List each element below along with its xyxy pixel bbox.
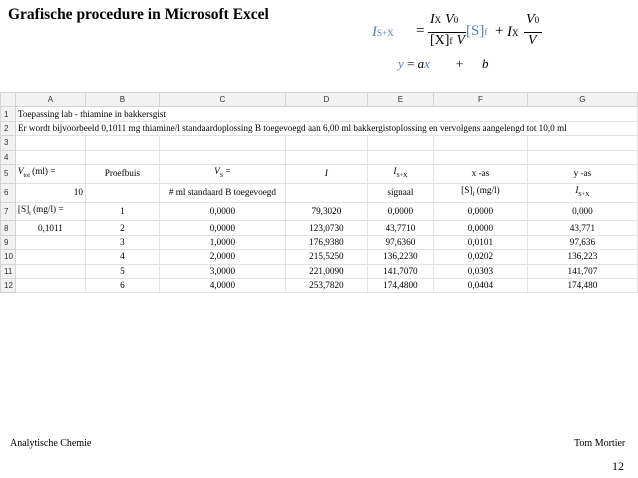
cell-c8[interactable]: 0,0000 xyxy=(159,221,285,235)
cell-a5[interactable]: $V_{tot}$ (ml) = xyxy=(15,164,85,183)
formula-lhs: IS+X xyxy=(372,24,394,40)
cell-f6[interactable]: $[S]_f$ (mg/l) xyxy=(433,183,527,202)
formula-linear-b: b xyxy=(482,56,489,71)
footer-author: Tom Mortier xyxy=(574,438,626,449)
slide-title: Grafische procedure in Microsoft Excel xyxy=(8,6,269,23)
cell-g12[interactable]: 174,480 xyxy=(527,279,637,293)
cell-b4[interactable] xyxy=(85,150,159,164)
cell-c12[interactable]: 4,0000 xyxy=(159,279,285,293)
table-row xyxy=(1,221,638,235)
cell-a8[interactable]: 0,1011 xyxy=(15,221,85,235)
formula-denominator-2: V xyxy=(528,33,537,48)
cell-a11[interactable] xyxy=(15,264,85,278)
footer-course: Analytische Chemie xyxy=(10,438,92,449)
cell-e11[interactable]: 141,7070 xyxy=(367,264,433,278)
formula-linear-y-ax: y = ax xyxy=(398,56,430,71)
cell-a10[interactable] xyxy=(15,250,85,264)
cell-f8[interactable]: 0,0000 xyxy=(433,221,527,235)
cell-f5[interactable]: x -as xyxy=(433,164,527,183)
formula-denominator-1: [X]f V xyxy=(430,33,465,48)
cell-f3[interactable] xyxy=(433,136,527,150)
cell-c3[interactable] xyxy=(159,136,285,150)
cell-a7[interactable]: $[S]_i$ (mg/l) = xyxy=(15,202,85,221)
cell-d4[interactable] xyxy=(285,150,367,164)
column-header-g[interactable]: G xyxy=(527,93,637,107)
cell-f9[interactable]: 0,0101 xyxy=(433,235,527,249)
cell-d6[interactable] xyxy=(285,183,367,202)
table-row xyxy=(1,150,638,164)
row-header-5[interactable]: 5 xyxy=(1,164,16,183)
cell-d8[interactable]: 123,0730 xyxy=(285,221,367,235)
cell-b7[interactable]: 1 xyxy=(85,202,159,221)
cell-d5[interactable]: I xyxy=(285,164,367,183)
cell-e9[interactable]: 97,6360 xyxy=(367,235,433,249)
cell-b3[interactable] xyxy=(85,136,159,150)
cell-g3[interactable] xyxy=(527,136,637,150)
cell-e4[interactable] xyxy=(367,150,433,164)
cell-c9[interactable]: 1,0000 xyxy=(159,235,285,249)
table-row xyxy=(1,250,638,264)
formula-plus: + xyxy=(495,23,504,39)
row-header-12[interactable]: 12 xyxy=(1,279,16,293)
cell-e10[interactable]: 136,2230 xyxy=(367,250,433,264)
cell-c10[interactable]: 2,0000 xyxy=(159,250,285,264)
cell-a4[interactable] xyxy=(15,150,85,164)
cell-a3[interactable] xyxy=(15,136,85,150)
cell-b11[interactable]: 5 xyxy=(85,264,159,278)
formula-s-final: [S]f xyxy=(466,23,488,39)
formula-numerator-1: IX V0 xyxy=(430,12,459,27)
cell-g10[interactable]: 136,223 xyxy=(527,250,637,264)
cell-c5[interactable]: $V_S$ = xyxy=(159,164,285,183)
cell-f4[interactable] xyxy=(433,150,527,164)
cell-d11[interactable]: 221,0090 xyxy=(285,264,367,278)
cell-e6[interactable]: signaal xyxy=(367,183,433,202)
table-row xyxy=(1,121,638,135)
cell-b5[interactable]: Proefbuis xyxy=(85,164,159,183)
formula-linear-plus: + xyxy=(456,56,464,71)
cell-e5[interactable]: $I_{S+X}$ xyxy=(367,164,433,183)
cell-e12[interactable]: 174,4800 xyxy=(367,279,433,293)
cell-d10[interactable]: 215,5250 xyxy=(285,250,367,264)
row-header-3[interactable]: 3 xyxy=(1,136,16,150)
column-header-e[interactable]: E xyxy=(367,93,433,107)
page-number: 12 xyxy=(612,459,624,473)
cell-f12[interactable]: 0,0404 xyxy=(433,279,527,293)
formula-term-2: IX xyxy=(507,24,519,40)
cell-c11[interactable]: 3,0000 xyxy=(159,264,285,278)
table-row xyxy=(1,264,638,278)
cell-d3[interactable] xyxy=(285,136,367,150)
row-header-6[interactable]: 6 xyxy=(1,183,16,202)
cell-b12[interactable]: 6 xyxy=(85,279,159,293)
row-header-8[interactable]: 8 xyxy=(1,221,16,235)
cell-a2[interactable]: Er wordt bijvoorbeeld 0,1011 mg thiamine/l standaardoplossing B toegevoegd aan 6,00 ml bakkergistoplossing en vervolgens aangelengd tot 10,0 ml xyxy=(15,121,637,135)
row-header-1[interactable]: 1 xyxy=(1,107,16,121)
column-header-row xyxy=(1,93,638,107)
cell-b8[interactable]: 2 xyxy=(85,221,159,235)
table-row xyxy=(1,235,638,249)
cell-c6[interactable]: # ml standaard B toegevoegd xyxy=(159,183,285,202)
table-row xyxy=(1,202,638,221)
cell-f10[interactable]: 0,0202 xyxy=(433,250,527,264)
column-header-d[interactable]: D xyxy=(285,93,367,107)
cell-a6[interactable]: 10 xyxy=(15,183,85,202)
cell-e7[interactable]: 0,0000 xyxy=(367,202,433,221)
cell-g9[interactable]: 97,636 xyxy=(527,235,637,249)
cell-g11[interactable]: 141,707 xyxy=(527,264,637,278)
cell-g7[interactable]: 0,000 xyxy=(527,202,637,221)
cell-g4[interactable] xyxy=(527,150,637,164)
row-header-10[interactable]: 10 xyxy=(1,250,16,264)
table-row xyxy=(1,183,638,202)
spreadsheet-table xyxy=(0,92,638,293)
cell-a1[interactable]: Toepassing lab - thiamine in bakkersgist xyxy=(15,107,637,121)
cell-d7[interactable]: 79,3020 xyxy=(285,202,367,221)
cell-b10[interactable]: 4 xyxy=(85,250,159,264)
table-row xyxy=(1,107,638,121)
cell-a9[interactable] xyxy=(15,235,85,249)
formula-numerator-2: V0 xyxy=(526,12,540,27)
formula-equals: = xyxy=(416,23,425,39)
cell-f11[interactable]: 0,0303 xyxy=(433,264,527,278)
cell-b9[interactable]: 3 xyxy=(85,235,159,249)
cell-g8[interactable]: 43,771 xyxy=(527,221,637,235)
excel-sheet xyxy=(0,92,638,293)
cell-a12[interactable] xyxy=(15,279,85,293)
select-all-corner[interactable] xyxy=(1,93,16,107)
cell-c4[interactable] xyxy=(159,150,285,164)
standard-addition-formula xyxy=(360,8,580,80)
table-row xyxy=(1,136,638,150)
cell-g6[interactable]: $I_{S+X}$ xyxy=(527,183,637,202)
cell-e8[interactable]: 43,7710 xyxy=(367,221,433,235)
column-header-c[interactable]: C xyxy=(159,93,285,107)
row-header-7[interactable]: 7 xyxy=(1,202,16,221)
cell-c7[interactable]: 0,0000 xyxy=(159,202,285,221)
table-row xyxy=(1,279,638,293)
cell-e3[interactable] xyxy=(367,136,433,150)
cell-b6[interactable] xyxy=(85,183,159,202)
column-header-b[interactable]: B xyxy=(85,93,159,107)
row-header-9[interactable]: 9 xyxy=(1,235,16,249)
cell-f7[interactable]: 0,0000 xyxy=(433,202,527,221)
row-header-4[interactable]: 4 xyxy=(1,150,16,164)
column-header-f[interactable]: F xyxy=(433,93,527,107)
column-header-a[interactable]: A xyxy=(15,93,85,107)
row-header-2[interactable]: 2 xyxy=(1,121,16,135)
row-header-11[interactable]: 11 xyxy=(1,264,16,278)
cell-d12[interactable]: 253,7820 xyxy=(285,279,367,293)
cell-g5[interactable]: y -as xyxy=(527,164,637,183)
cell-d9[interactable]: 176,9380 xyxy=(285,235,367,249)
table-row xyxy=(1,164,638,183)
